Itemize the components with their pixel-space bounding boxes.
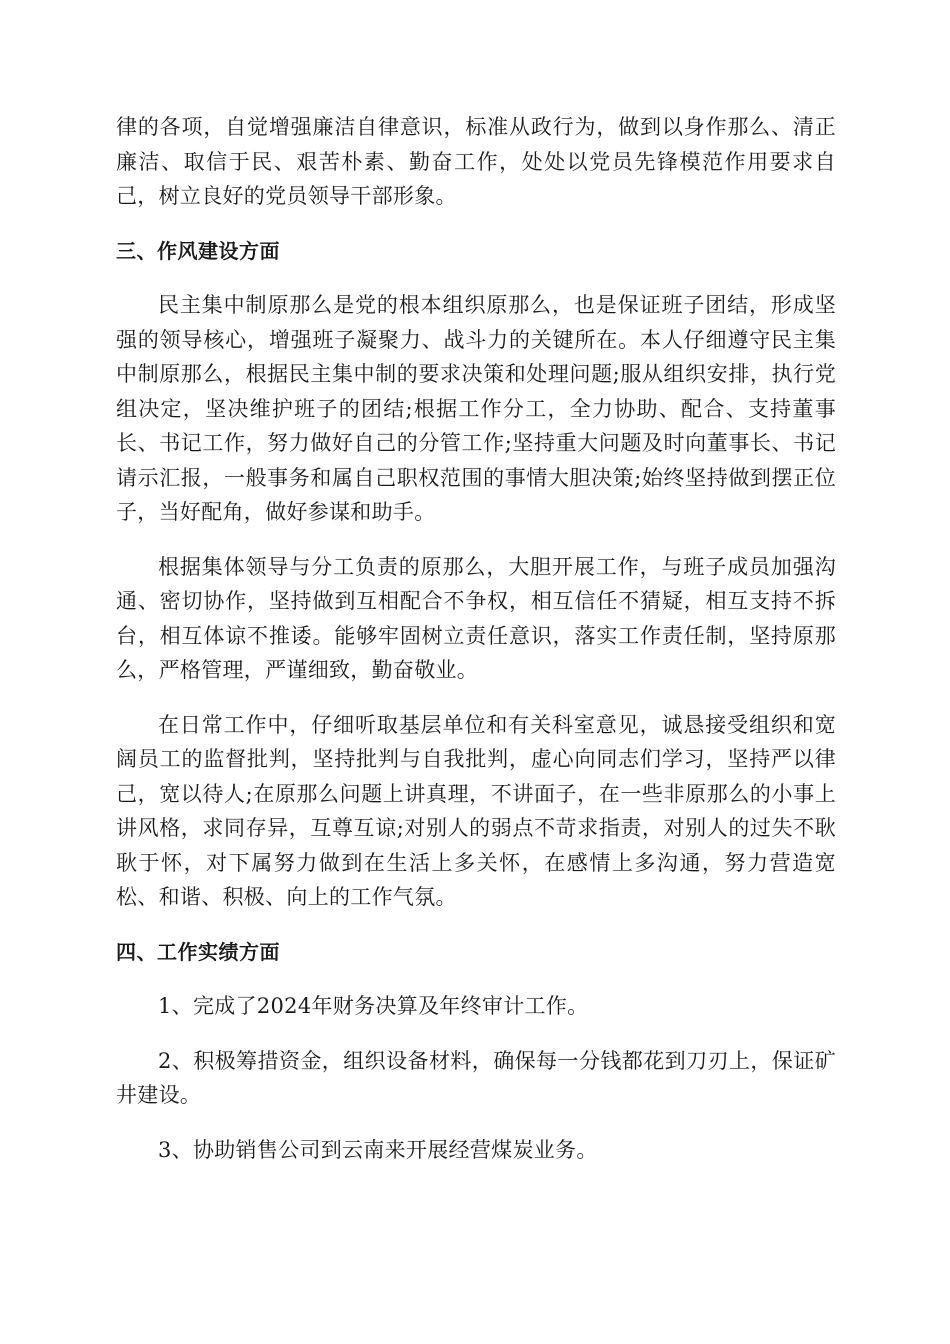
paragraph-democratic-centralism: 民主集中制原那么是党的根本组织原那么，也是保证班子团结，形成坚强的领导核心，增强班子凝聚力、战斗力的关键所在。本人仔细遵守民主集中制原那么，根据民主集中制的要求决策和处理问题;服从组织安排，执行党组决定，坚决维护班子的团结;根据工作分工，全力协助、配合、支持董事长、书记工作，努力做好自己的分管工作;坚持重大问题及时向董事长、书记请示汇报，一般事务和属自己职权范围的事情大胆决策;始终坚持做到摆正位子，当好配角，做好参谋和助手。 (116, 293, 836, 524)
section-heading-achievements: 四、工作实绩方面 (116, 939, 280, 964)
paragraph-daily-work: 在日常工作中，仔细听取基层单位和有关科室意见，诚恳接受组织和宽阔员工的监督批判，坚持批判与自我批判，虚心向同志们学习，坚持严以律己，宽以待人;在原那么问题上讲真理，不讲面子，在一些非原那么的小事上讲风格，求同存异，互尊互谅;对别人的弱点不苛求指责，对别人的过失不耿耿于怀，对下属努力做到在生活上多关怀，在感情上多沟通，努力营造宽松、和谐、积极、向上的工作气氛。 (116, 712, 836, 909)
paragraph-collective-leadership: 根据集体领导与分工负责的原那么，大胆开展工作，与班子成员加强沟通、密切协作，坚持做到互相配合不争权，相互信任不猜疑，相互支持不拆台，相互体谅不推诿。能够牢固树立责任意识，落实工作责任制，坚持原那么，严格管理，严谨细致，勤奋敬业。 (116, 554, 836, 682)
list-item-2: 2、积极筹措资金，组织设备材料，确保每一分钱都花到刀刃上，保证矿井建设。 (116, 1048, 836, 1107)
list-item-1: 1、完成了2024年财务决算及年终审计工作。 (158, 994, 589, 1018)
document-page (116, 110, 836, 1187)
list-item-3: 3、协助销售公司到云南来开展经营煤炭业务。 (158, 1137, 598, 1162)
paragraph-continuation: 律的各项，自觉增强廉洁自律意识，标准从政行为，做到以身作那么、清正廉洁、取信于民、艰苦朴素、勤奋工作，处处以党员先锋模范作用要求自己，树立良好的党员领导干部形象。 (116, 115, 836, 208)
section-heading-work-style: 三、作风建设方面 (116, 238, 280, 263)
